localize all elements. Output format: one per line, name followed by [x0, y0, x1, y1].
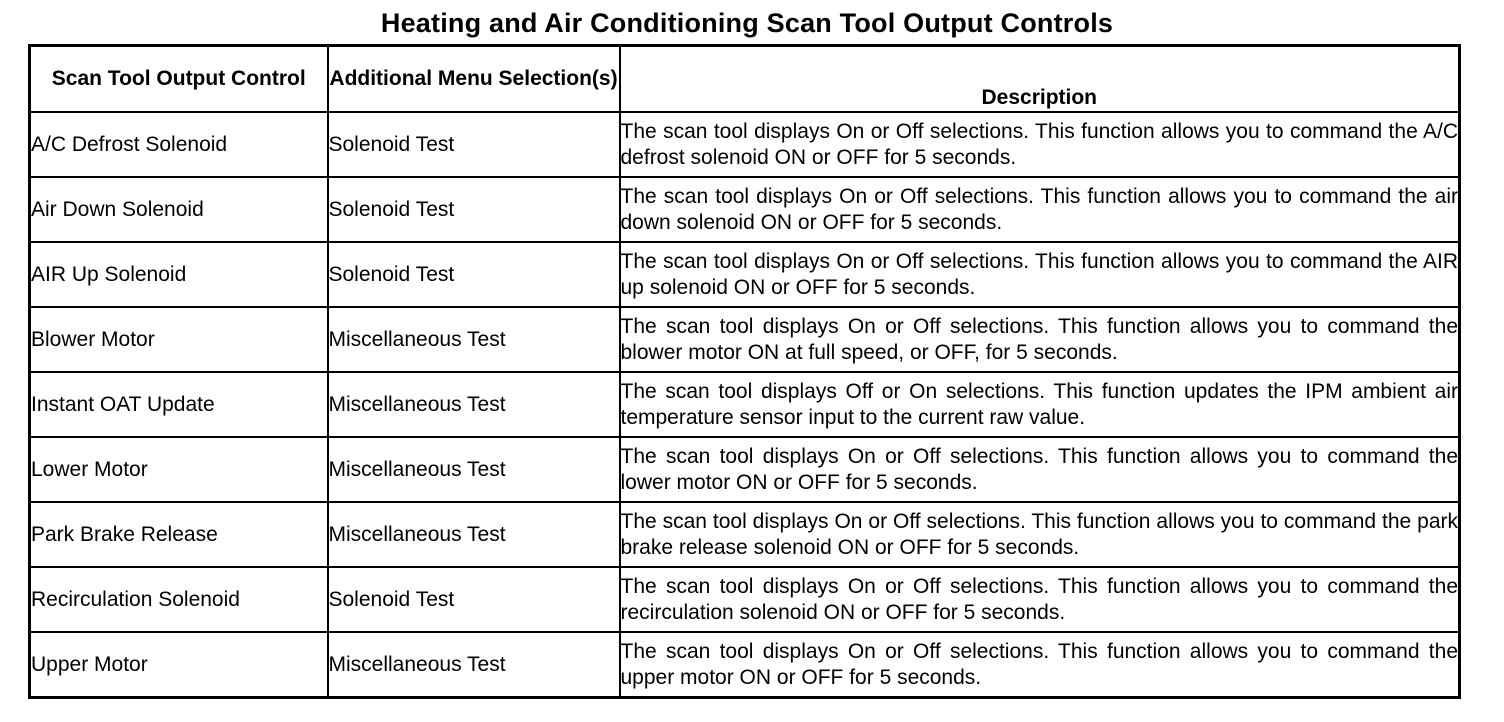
- description-cell: The scan tool displays On or Off selections. This function allows you to command the upper motor ON or OFF for 5 seconds.: [620, 632, 1460, 698]
- control-cell: AIR Up Solenoid: [30, 242, 328, 307]
- output-controls-table: [28, 44, 1461, 699]
- table-row: [30, 567, 1460, 632]
- control-cell: A/C Defrost Solenoid: [30, 112, 328, 177]
- control-cell: Air Down Solenoid: [30, 177, 328, 242]
- description-cell: The scan tool displays On or Off selections. This function allows you to command the A/C defrost solenoid ON or OFF for 5 seconds.: [620, 112, 1460, 177]
- column-header-control: Scan Tool Output Control: [30, 46, 328, 113]
- description-cell: The scan tool displays On or Off selections. This function allows you to command the blower motor ON at full speed, or OFF, for 5 seconds.: [620, 307, 1460, 372]
- menu-cell: Miscellaneous Test: [328, 437, 620, 502]
- description-cell: The scan tool displays Off or On selections. This function updates the IPM ambient air temperature sensor input to the current raw value.: [620, 372, 1460, 437]
- table-row: [30, 307, 1460, 372]
- table-row: [30, 502, 1460, 567]
- description-cell: The scan tool displays On or Off selections. This function allows you to command the air down solenoid ON or OFF for 5 seconds.: [620, 177, 1460, 242]
- table-row: [30, 437, 1460, 502]
- menu-cell: Miscellaneous Test: [328, 632, 620, 698]
- page-title: Heating and Air Conditioning Scan Tool Output Controls: [380, 8, 1114, 38]
- description-cell: The scan tool displays On or Off selections. This function allows you to command the park brake release solenoid ON or OFF for 5 seconds.: [620, 502, 1460, 567]
- control-cell: Blower Motor: [30, 307, 328, 372]
- table-row: [30, 242, 1460, 307]
- menu-cell: Solenoid Test: [328, 112, 620, 177]
- menu-cell: Miscellaneous Test: [328, 307, 620, 372]
- table-row: [30, 632, 1460, 698]
- menu-cell: Miscellaneous Test: [328, 502, 620, 567]
- menu-cell: Solenoid Test: [328, 177, 620, 242]
- control-cell: Lower Motor: [30, 437, 328, 502]
- description-cell: The scan tool displays On or Off selections. This function allows you to command the recirculation solenoid ON or OFF for 5 seconds.: [620, 567, 1460, 632]
- description-cell: The scan tool displays On or Off selections. This function allows you to command the AIR up solenoid ON or OFF for 5 seconds.: [620, 242, 1460, 307]
- menu-cell: Solenoid Test: [328, 242, 620, 307]
- description-cell: The scan tool displays On or Off selections. This function allows you to command the lower motor ON or OFF for 5 seconds.: [620, 437, 1460, 502]
- column-header-description: Description: [620, 46, 1460, 113]
- table-row: [30, 112, 1460, 177]
- control-cell: Instant OAT Update: [30, 372, 328, 437]
- table-row: [30, 372, 1460, 437]
- table-header-row: [30, 46, 1460, 113]
- column-header-menu: Additional Menu Selection(s): [328, 46, 620, 113]
- menu-cell: Miscellaneous Test: [328, 372, 620, 437]
- control-cell: Upper Motor: [30, 632, 328, 698]
- menu-cell: Solenoid Test: [328, 567, 620, 632]
- table-row: [30, 177, 1460, 242]
- control-cell: Recirculation Solenoid: [30, 567, 328, 632]
- control-cell: Park Brake Release: [30, 502, 328, 567]
